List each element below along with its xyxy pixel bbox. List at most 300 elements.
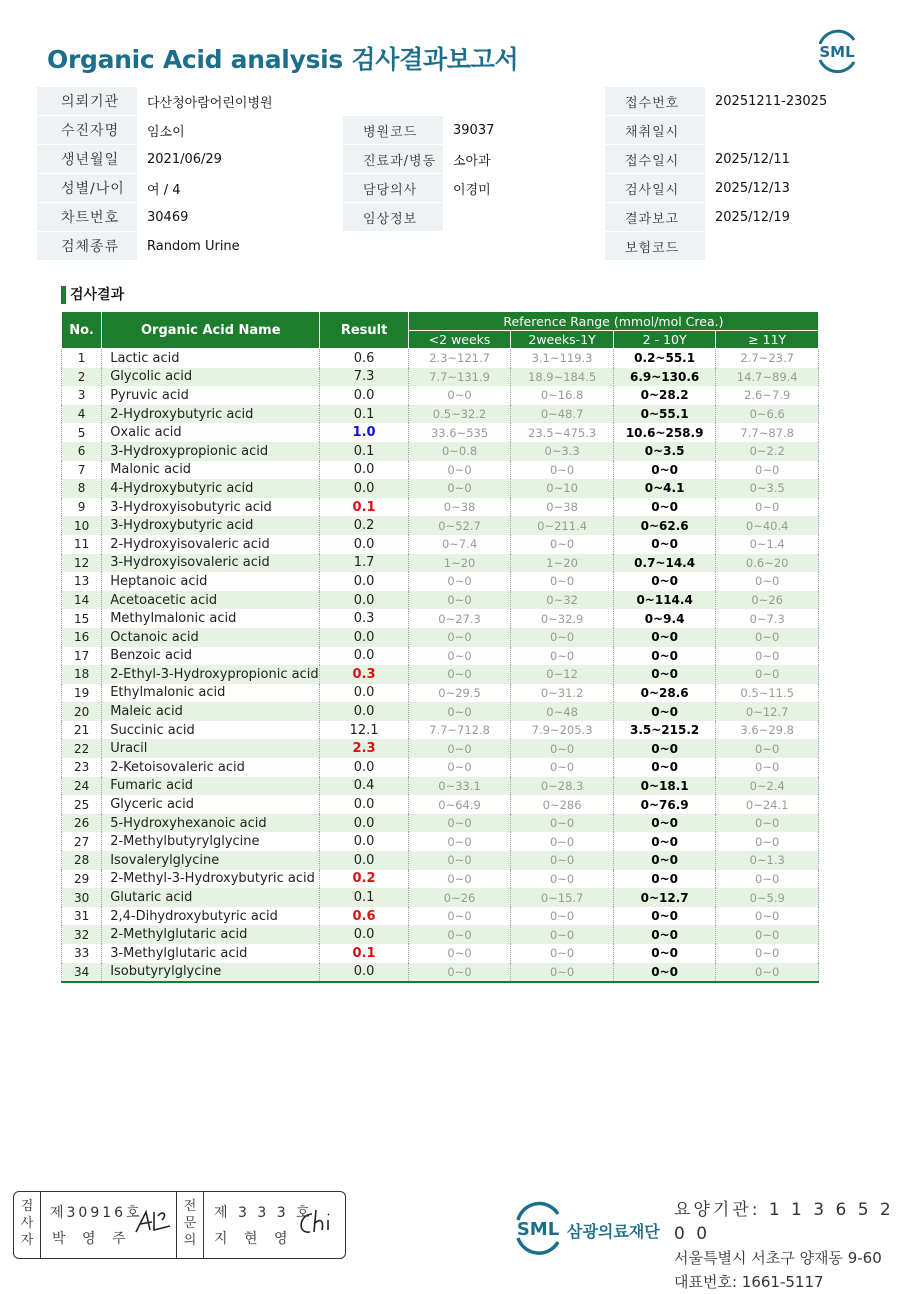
- reference-range: 0~0: [613, 814, 716, 833]
- reference-range: 3.5~215.2: [613, 721, 716, 740]
- reference-range: 0~0: [716, 758, 819, 777]
- signature-box: [13, 1191, 346, 1259]
- row-number: 27: [62, 832, 102, 851]
- col-range-0: <2 weeks: [408, 331, 511, 349]
- reference-range: 0~48: [511, 702, 614, 721]
- row-number: 23: [62, 758, 102, 777]
- reference-range: 0~0: [716, 907, 819, 926]
- row-number: 21: [62, 721, 102, 740]
- acid-name: Fumaric acid: [102, 777, 320, 796]
- reference-range: 0~0: [716, 963, 819, 983]
- info-label: 의뢰기관: [37, 87, 137, 116]
- reference-range: 7.9~205.3: [511, 721, 614, 740]
- acid-name: Oxalic acid: [102, 423, 320, 442]
- table-row: [62, 423, 819, 442]
- info-label: 검사일시: [605, 174, 705, 203]
- reference-range: 0~0: [613, 535, 716, 554]
- reference-range: 0~0: [613, 739, 716, 758]
- reference-range: 0~0: [716, 739, 819, 758]
- reference-range: 0~0: [408, 832, 511, 851]
- patient-info-table: [37, 87, 863, 261]
- reference-range: 0~40.4: [716, 516, 819, 535]
- reference-range: 0~9.4: [613, 609, 716, 628]
- result-value: 0.4: [320, 777, 408, 796]
- info-label: 담당의사: [343, 174, 443, 203]
- row-number: 30: [62, 888, 102, 907]
- info-value: 2025/12/19: [705, 203, 863, 232]
- row-number: 19: [62, 684, 102, 703]
- info-label: 접수번호: [605, 87, 705, 116]
- reference-range: 14.7~89.4: [716, 368, 819, 387]
- reference-range: 0~0: [408, 702, 511, 721]
- info-value: [705, 232, 863, 261]
- reference-range: 0~0: [511, 535, 614, 554]
- info-value: 39037: [443, 116, 605, 145]
- row-number: 31: [62, 907, 102, 926]
- info-label: 병원코드: [343, 116, 443, 145]
- info-value: 임소이: [137, 116, 343, 145]
- reference-range: 0~0: [716, 647, 819, 666]
- row-number: 13: [62, 572, 102, 591]
- reference-range: 0~286: [511, 795, 614, 814]
- reference-range: 0~0: [716, 944, 819, 963]
- reference-range: 0~7.3: [716, 609, 819, 628]
- row-number: 18: [62, 665, 102, 684]
- acid-name: 2,4-Dihydroxybutyric acid: [102, 907, 320, 926]
- info-empty: [343, 232, 443, 261]
- reference-range: 0~12: [511, 665, 614, 684]
- info-label: 보험코드: [605, 232, 705, 261]
- reference-range: 2.6~7.9: [716, 386, 819, 405]
- reference-range: 0.7~14.4: [613, 554, 716, 573]
- specialist-name: 지 현 영: [214, 1231, 294, 1247]
- reference-range: 0~0: [408, 907, 511, 926]
- specialist-label: 전 문 의: [183, 1199, 197, 1248]
- result-value: 0.0: [320, 591, 408, 610]
- acid-name: 5-Hydroxyhexanoic acid: [102, 814, 320, 833]
- reference-range: 2.7~23.7: [716, 349, 819, 368]
- info-row: [37, 203, 863, 232]
- row-number: 14: [62, 591, 102, 610]
- reference-range: 0~3.5: [613, 442, 716, 461]
- info-empty: [443, 232, 605, 261]
- reference-range: 0~0: [613, 702, 716, 721]
- reference-range: 7.7~712.8: [408, 721, 511, 740]
- info-value: [705, 116, 863, 145]
- reference-range: 1~20: [511, 554, 614, 573]
- table-row: [62, 925, 819, 944]
- sml-logo-text: SML: [819, 43, 855, 61]
- result-value: 7.3: [320, 368, 408, 387]
- reference-range: 0~48.7: [511, 405, 614, 424]
- reference-range: 0~0: [716, 572, 819, 591]
- result-value: 0.0: [320, 832, 408, 851]
- result-value: 1.0: [320, 423, 408, 442]
- table-row: [62, 684, 819, 703]
- reference-range: 0~0: [613, 944, 716, 963]
- acid-name: Glycolic acid: [102, 368, 320, 387]
- reference-range: 0~12.7: [613, 888, 716, 907]
- reference-range: 0~32.9: [511, 609, 614, 628]
- row-number: 25: [62, 795, 102, 814]
- reference-range: 0~0: [613, 498, 716, 517]
- result-value: 0.0: [320, 702, 408, 721]
- reference-range: 0~0: [408, 925, 511, 944]
- reference-range: 10.6~258.9: [613, 423, 716, 442]
- result-value: 0.6: [320, 907, 408, 926]
- acid-name: Glyceric acid: [102, 795, 320, 814]
- row-number: 22: [62, 739, 102, 758]
- reference-range: 0~5.9: [716, 888, 819, 907]
- reference-range: 0.5~11.5: [716, 684, 819, 703]
- table-row: [62, 777, 819, 796]
- reference-range: 0~26: [408, 888, 511, 907]
- reference-range: 0~55.1: [613, 405, 716, 424]
- reference-range: 0~0: [408, 628, 511, 647]
- reference-range: 0~0: [716, 870, 819, 889]
- table-row: [62, 349, 819, 368]
- reference-range: 0~0: [613, 907, 716, 926]
- result-value: 0.0: [320, 647, 408, 666]
- specialist-license: 제 3 3 3 호: [214, 1205, 313, 1221]
- specialist-signature-icon: [294, 1206, 340, 1238]
- reference-range: 0~0: [716, 628, 819, 647]
- acid-name: 2-Hydroxyisovaleric acid: [102, 535, 320, 554]
- table-row: [62, 814, 819, 833]
- row-number: 6: [62, 442, 102, 461]
- result-value: 0.0: [320, 758, 408, 777]
- reference-range: 0~0: [511, 907, 614, 926]
- info-row: [37, 145, 863, 174]
- address: 서울특별시 서초구 양재동 9-60: [674, 1249, 882, 1267]
- row-number: 29: [62, 870, 102, 889]
- reference-range: 0.6~20: [716, 554, 819, 573]
- inspector-signature-icon: [132, 1206, 176, 1238]
- result-value: 0.6: [320, 349, 408, 368]
- info-value: 이경미: [443, 174, 605, 203]
- reference-range: 0~0: [511, 832, 614, 851]
- inspector-label: 검 사 자: [20, 1199, 34, 1248]
- table-row: [62, 702, 819, 721]
- info-label: 채취일시: [605, 116, 705, 145]
- reference-range: 0~0: [511, 870, 614, 889]
- reference-range: 7.7~131.9: [408, 368, 511, 387]
- info-row: [37, 232, 863, 261]
- reference-range: 0~0: [511, 963, 614, 983]
- reference-range: 0~27.3: [408, 609, 511, 628]
- info-row: [37, 174, 863, 203]
- acid-name: Pyruvic acid: [102, 386, 320, 405]
- reference-range: 0~33.1: [408, 777, 511, 796]
- reference-range: 0~0: [408, 461, 511, 480]
- reference-range: 0~0: [613, 461, 716, 480]
- info-label: 검체종류: [37, 232, 137, 261]
- result-value: 1.7: [320, 554, 408, 573]
- row-number: 5: [62, 423, 102, 442]
- acid-name: 2-Methyl-3-Hydroxybutyric acid: [102, 870, 320, 889]
- reference-range: 3.1~119.3: [511, 349, 614, 368]
- table-row: [62, 963, 819, 983]
- info-value: 2025/12/13: [705, 174, 863, 203]
- table-row: [62, 368, 819, 387]
- info-label: 수진자명: [37, 116, 137, 145]
- col-no: No.: [62, 312, 102, 349]
- results-table: [61, 311, 819, 983]
- reference-range: 0~0: [716, 832, 819, 851]
- result-value: 0.0: [320, 963, 408, 983]
- reference-range: 0~28.2: [613, 386, 716, 405]
- result-value: 12.1: [320, 721, 408, 740]
- institution-code: 요양기관: 1 1 3 6 5 2 0 0: [674, 1200, 894, 1244]
- row-number: 32: [62, 925, 102, 944]
- row-number: 11: [62, 535, 102, 554]
- row-number: 3: [62, 386, 102, 405]
- result-value: 2.3: [320, 739, 408, 758]
- result-value: 0.0: [320, 795, 408, 814]
- acid-name: Maleic acid: [102, 702, 320, 721]
- info-value: [443, 203, 605, 232]
- reference-range: 0~3.5: [716, 479, 819, 498]
- col-result: Result: [320, 312, 408, 349]
- col-range-1: 2weeks-1Y: [511, 331, 614, 349]
- acid-name: Glutaric acid: [102, 888, 320, 907]
- reference-range: 0~3.3: [511, 442, 614, 461]
- inspector-label-cell: [14, 1192, 41, 1258]
- info-empty: [443, 87, 605, 116]
- result-value: 0.0: [320, 461, 408, 480]
- acid-name: 2-Hydroxybutyric acid: [102, 405, 320, 424]
- table-row: [62, 461, 819, 480]
- reference-range: 0~0: [408, 386, 511, 405]
- table-row: [62, 609, 819, 628]
- reference-range: 0~38: [511, 498, 614, 517]
- acid-name: Malonic acid: [102, 461, 320, 480]
- reference-range: 0~29.5: [408, 684, 511, 703]
- reference-range: 0~64.9: [408, 795, 511, 814]
- reference-range: 3.6~29.8: [716, 721, 819, 740]
- table-row: [62, 572, 819, 591]
- reference-range: 0~0: [408, 814, 511, 833]
- acid-name: Heptanoic acid: [102, 572, 320, 591]
- info-label: 성별/나이: [37, 174, 137, 203]
- result-value: 0.0: [320, 851, 408, 870]
- reference-range: 0~0.8: [408, 442, 511, 461]
- reference-range: 0~18.1: [613, 777, 716, 796]
- table-row: [62, 870, 819, 889]
- reference-range: 0~0: [408, 479, 511, 498]
- report-title: Organic Acid analysis 검사결과보고서: [47, 45, 519, 74]
- info-value: 30469: [137, 203, 343, 232]
- reference-range: 0~4.1: [613, 479, 716, 498]
- result-value: 0.3: [320, 665, 408, 684]
- reference-range: 0~0: [408, 870, 511, 889]
- row-number: 15: [62, 609, 102, 628]
- reference-range: 0~52.7: [408, 516, 511, 535]
- info-label: 생년월일: [37, 145, 137, 174]
- table-row: [62, 832, 819, 851]
- reference-range: 0~0: [511, 572, 614, 591]
- reference-range: 0~0: [613, 758, 716, 777]
- acid-name: Succinic acid: [102, 721, 320, 740]
- specialist-label-cell: [176, 1192, 204, 1258]
- reference-range: 0~0: [613, 851, 716, 870]
- reference-range: 0~0: [408, 944, 511, 963]
- result-value: 0.3: [320, 609, 408, 628]
- reference-range: 0~0: [408, 963, 511, 983]
- acid-name: Lactic acid: [102, 349, 320, 368]
- reference-range: 0~0: [511, 647, 614, 666]
- result-value: 0.0: [320, 684, 408, 703]
- result-value: 0.0: [320, 386, 408, 405]
- table-row: [62, 795, 819, 814]
- row-number: 12: [62, 554, 102, 573]
- info-label: 임상정보: [343, 203, 443, 232]
- reference-range: 0~114.4: [613, 591, 716, 610]
- table-row: [62, 665, 819, 684]
- table-row: [62, 721, 819, 740]
- acid-name: 2-Methylbutyrylglycine: [102, 832, 320, 851]
- table-row: [62, 405, 819, 424]
- reference-range: 0~0: [408, 758, 511, 777]
- info-label: 차트번호: [37, 203, 137, 232]
- result-value: 0.0: [320, 814, 408, 833]
- info-empty: [343, 87, 443, 116]
- row-number: 34: [62, 963, 102, 983]
- inspector-license: 제30916호: [50, 1205, 143, 1221]
- result-value: 0.1: [320, 442, 408, 461]
- table-row: [62, 386, 819, 405]
- reference-range: 0~28.6: [613, 684, 716, 703]
- reference-range: 0~28.3: [511, 777, 614, 796]
- reference-range: 0~0: [613, 832, 716, 851]
- table-row: [62, 516, 819, 535]
- acid-name: Acetoacetic acid: [102, 591, 320, 610]
- reference-range: 0~62.6: [613, 516, 716, 535]
- result-value: 0.0: [320, 925, 408, 944]
- info-value: Random Urine: [137, 232, 343, 261]
- reference-range: 0~0: [511, 739, 614, 758]
- row-number: 2: [62, 368, 102, 387]
- row-number: 17: [62, 647, 102, 666]
- reference-range: 0~0: [408, 739, 511, 758]
- phone: 대표번호: 1661-5117: [674, 1273, 824, 1291]
- reference-range: 0~6.6: [716, 405, 819, 424]
- info-label: 접수일시: [605, 145, 705, 174]
- reference-range: 0~16.8: [511, 386, 614, 405]
- result-value: 0.0: [320, 572, 408, 591]
- row-number: 24: [62, 777, 102, 796]
- info-value: 여 / 4: [137, 174, 343, 203]
- reference-range: 0~2.2: [716, 442, 819, 461]
- result-value: 0.2: [320, 516, 408, 535]
- footer-logo-text: SML: [516, 1219, 560, 1240]
- col-range-2: 2 - 10Y: [613, 331, 716, 349]
- footer-logo-icon: [510, 1200, 566, 1256]
- reference-range: 0~76.9: [613, 795, 716, 814]
- reference-range: 0~32: [511, 591, 614, 610]
- reference-range: 0~10: [511, 479, 614, 498]
- reference-range: 0~0: [408, 647, 511, 666]
- reference-range: 0~0: [716, 461, 819, 480]
- info-row: [37, 116, 863, 145]
- result-value: 0.1: [320, 498, 408, 517]
- table-row: [62, 442, 819, 461]
- reference-range: 0~0: [716, 665, 819, 684]
- reference-range: 0~0: [511, 628, 614, 647]
- reference-range: 0~0: [613, 572, 716, 591]
- acid-name: 3-Hydroxyisobutyric acid: [102, 498, 320, 517]
- row-number: 33: [62, 944, 102, 963]
- table-row: [62, 758, 819, 777]
- reference-range: 18.9~184.5: [511, 368, 614, 387]
- acid-name: 3-Hydroxyisovaleric acid: [102, 554, 320, 573]
- result-value: 0.0: [320, 628, 408, 647]
- reference-range: 0~0: [613, 870, 716, 889]
- acid-name: 3-Methylglutaric acid: [102, 944, 320, 963]
- reference-range: 0~38: [408, 498, 511, 517]
- table-row: [62, 944, 819, 963]
- acid-name: Ethylmalonic acid: [102, 684, 320, 703]
- acid-name: Methylmalonic acid: [102, 609, 320, 628]
- reference-range: 0.5~32.2: [408, 405, 511, 424]
- reference-range: 0~0: [511, 758, 614, 777]
- reference-range: 0~0: [716, 814, 819, 833]
- result-value: 0.0: [320, 535, 408, 554]
- reference-range: 0~0: [613, 963, 716, 983]
- info-row: [37, 87, 863, 116]
- reference-range: 0~0: [716, 925, 819, 944]
- reference-range: 0.2~55.1: [613, 349, 716, 368]
- acid-name: Isovalerylglycine: [102, 851, 320, 870]
- acid-name: 2-Ketoisovaleric acid: [102, 758, 320, 777]
- table-row: [62, 554, 819, 573]
- col-range-3: ≥ 11Y: [716, 331, 819, 349]
- table-row: [62, 739, 819, 758]
- acid-name: Benzoic acid: [102, 647, 320, 666]
- reference-range: 0~12.7: [716, 702, 819, 721]
- reference-range: 1~20: [408, 554, 511, 573]
- reference-range: 0~0: [613, 665, 716, 684]
- table-row: [62, 628, 819, 647]
- reference-range: 0~0: [408, 591, 511, 610]
- row-number: 4: [62, 405, 102, 424]
- result-value: 0.0: [320, 479, 408, 498]
- info-value: 소아과: [443, 145, 605, 174]
- row-number: 1: [62, 349, 102, 368]
- reference-range: 0~0: [511, 925, 614, 944]
- acid-name: 3-Hydroxypropionic acid: [102, 442, 320, 461]
- acid-name: 2-Ethyl-3-Hydroxypropionic acid: [102, 665, 320, 684]
- info-label: 진료과/병동: [343, 145, 443, 174]
- table-row: [62, 498, 819, 517]
- reference-range: 0~1.3: [716, 851, 819, 870]
- reference-range: 0~24.1: [716, 795, 819, 814]
- reference-range: 0~0: [408, 665, 511, 684]
- table-row: [62, 479, 819, 498]
- result-value: 0.1: [320, 888, 408, 907]
- acid-name: Isobutyrylglycine: [102, 963, 320, 983]
- acid-name: 3-Hydroxybutyric acid: [102, 516, 320, 535]
- row-number: 8: [62, 479, 102, 498]
- table-row: [62, 907, 819, 926]
- reference-range: 0~26: [716, 591, 819, 610]
- info-value: 2021/06/29: [137, 145, 343, 174]
- reference-range: 0~0: [511, 814, 614, 833]
- row-number: 26: [62, 814, 102, 833]
- col-name: Organic Acid Name: [102, 312, 320, 349]
- result-value: 0.1: [320, 944, 408, 963]
- reference-range: 0~2.4: [716, 777, 819, 796]
